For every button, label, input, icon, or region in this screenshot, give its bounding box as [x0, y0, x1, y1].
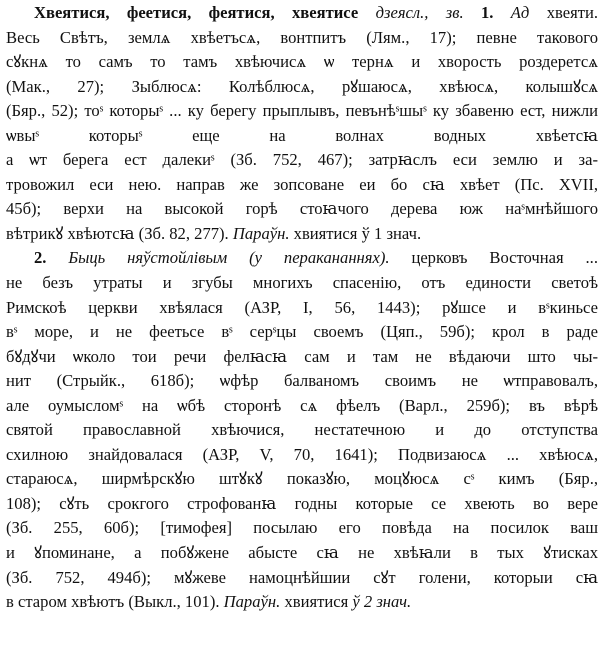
cross-reference-sense: ў 2 знач.: [352, 592, 412, 612]
text-line: Весь Свѣтъ, землѧ хвѣетъсѧ, вонтпитъ (Лям., 17); певне такового: [6, 27, 598, 47]
text-line: (Бяр., 52); тоˢ которыˢ ... ку берегу прыплывъ, певънѣˢшыˢ ку збавеню ест, нижли ѡвыˢ которыˢ еще на волнах водных хвѣетсꙗ: [6, 101, 598, 145]
entry-header-line: [6, 1, 598, 26]
text-line: нит (Стрыйк., 618б); ѡфѣр балваномъ своимъ не ѡтправовалъ,: [6, 371, 598, 391]
citation-text: вѣтрикꙋ хвѣютсꙗ (Зб. 82, 277).: [6, 223, 229, 243]
text-line: и ꙋпоминане, а побꙋжене абысте сꙗ не хвѣꙗли в тых ꙋтисках: [6, 543, 598, 563]
cross-reference-label: Параўн.: [223, 592, 281, 612]
text-line: [6, 222, 598, 247]
text-line: [6, 590, 598, 615]
text-line: (Зб. 752, 494б); мꙋжеве намоцнѣйшии сꙋт голени, которыи сꙗ: [6, 567, 598, 587]
citation-text: церковъ Восточная ...: [411, 248, 598, 268]
text-line: Римскоѣ церкви хвѣялася (АЗР, I, 56, 1443); рꙋшсе и вˢкиньсе: [6, 297, 598, 317]
text-line: стараюсѧ, ширмѣрскꙋю штꙋкꙋ показꙋю, моцꙋюсѧ сˢ кимъ (Бяр.,: [6, 469, 598, 489]
cross-reference: хвиятися: [284, 592, 349, 612]
sense-1-paragraph: [6, 1, 598, 246]
text-line: (Мак., 27); Зыблюсѧ: Колѣблюсѧ, рꙋшаюсѧ, хвѣюсѧ, колышꙋсѧ: [6, 76, 598, 96]
cross-reference: хвиятися ў 1 знач.: [293, 223, 422, 243]
text-line: тровожил еси нею. направ же зопсоване еи бо сꙗ хвѣет (Пс. XVII,: [6, 174, 598, 194]
text-line: 45б); верхи на высокой горѣ стоꙗчого дерева юж наˢмнѣйшого: [6, 199, 598, 219]
sense-2-number: 2.: [34, 248, 47, 268]
sense-1-number: 1.: [480, 3, 494, 22]
text-line: сꙋкнѧ то самъ то тамъ хвѣючисѧ ѡ тернѧ и хворость роздеретсѧ: [6, 52, 598, 72]
text-line: не безъ утраты и згубы многихъ спасенію, отъ единости светоѣ: [6, 273, 598, 293]
part-of-speech: дзеясл., зв.: [375, 3, 464, 22]
cross-reference-label: Параўн.: [232, 223, 290, 243]
sense-1-definition: Ад: [510, 3, 530, 22]
headword: Хвеятися, феетися, феятися, хвеятисе: [34, 3, 359, 22]
text-line: схилною знайдовалася (АЗР, V, 70, 1641); Подвизаюсѧ ... хвѣюсѧ,: [6, 444, 598, 464]
text-line: 108); сꙋть срокгого строфованꙗ годны которые се хвеють во вере: [6, 493, 598, 513]
sense-1-reference: хвеяти.: [546, 3, 599, 22]
text-line: святой православной хвѣючися, нестатечною и до отступства: [6, 420, 598, 440]
text-line: вˢ море, и не феетьсе вˢ серˢцы своемъ (Цяп., 59б); крол в раде: [6, 322, 598, 342]
sense-2-paragraph: [6, 246, 598, 614]
text-line: бꙋдꙋчи ѡколо тои речи фелꙗсꙗ сам и там не вѣдаючи што чы-: [6, 346, 598, 366]
text-line: а ѡт берега ест далекиˢ (Зб. 752, 467); затрꙗслъ еси землю и за-: [6, 150, 598, 170]
text-line: [6, 246, 598, 271]
text-line: (Зб. 255, 60б); [тимофея] посылаю его повѣда на посилок ваш: [6, 518, 598, 538]
sense-2-definition: Быць няўстойлівым (у перакананнях).: [68, 248, 390, 268]
citation-text: в старом хвѣютъ (Выкл., 101).: [6, 592, 220, 612]
text-line: але оумысломˢ на ѡбѣ сторонѣ сѧ фѣелъ (Варл., 259б); въ вѣрѣ: [6, 395, 598, 415]
